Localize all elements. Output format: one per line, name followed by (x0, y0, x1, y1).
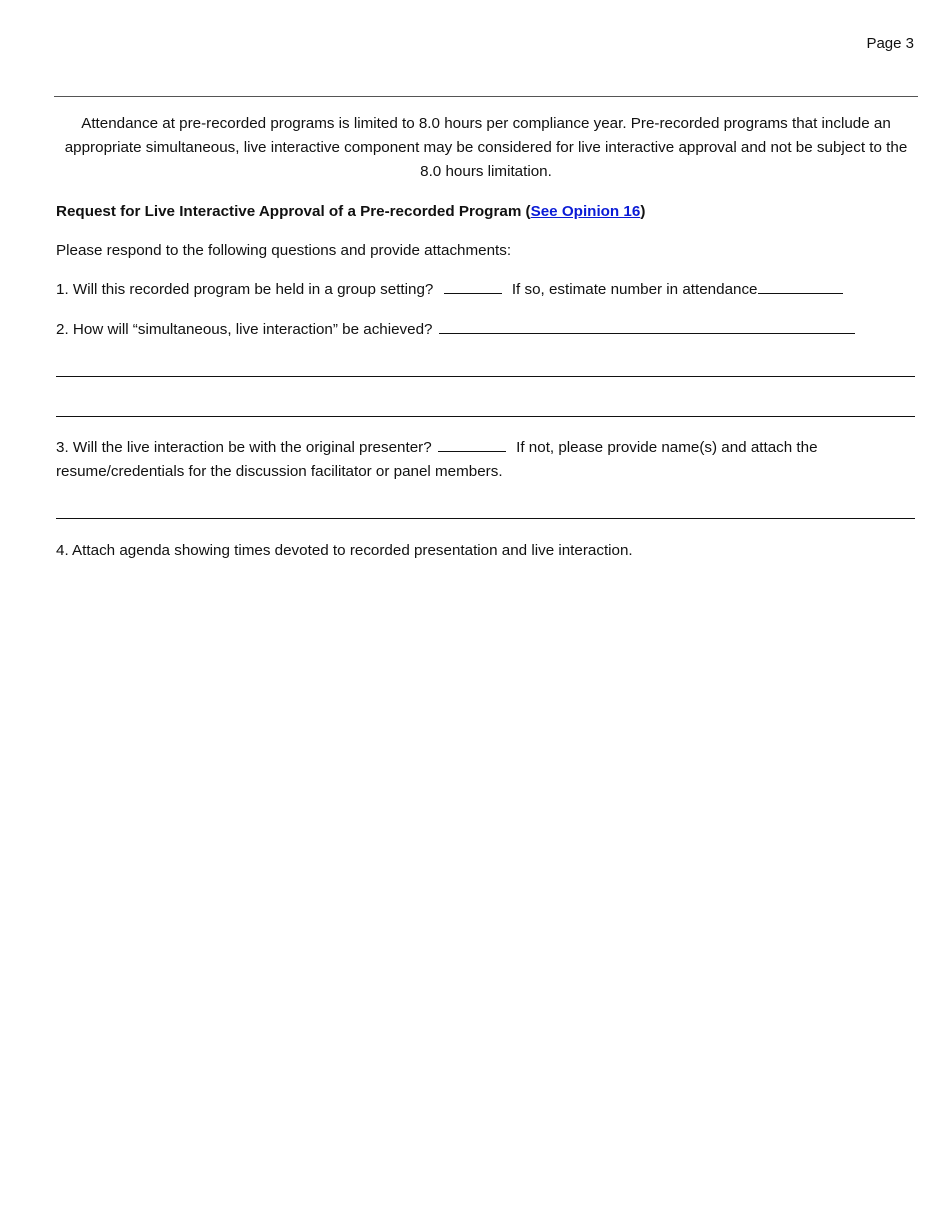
question-1 (56, 278, 843, 302)
header-divider (54, 96, 918, 97)
question-2-text: 2. How will “simultaneous, live interaction” be achieved? (56, 321, 433, 338)
section-title-prefix: Request for Live Interactive Approval of a Pre-recorded Program ( (56, 203, 531, 220)
question-3-followup-text: If not, please provide name(s) and attach the resume/credentials for the discussion facilitator or panel members. (56, 439, 818, 480)
question-3 (56, 436, 916, 484)
section-title (56, 200, 645, 224)
answer-line-3[interactable] (56, 518, 915, 519)
intro-paragraph: Attendance at pre-recorded programs is limited to 8.0 hours per compliance year. Pre-recorded programs that include an appropriate simultaneous, live interactive component may be considered for live interactive approval and not be subject to the 8.0 hours limitation. (64, 115, 908, 180)
original-presenter-answer-field[interactable] (438, 436, 506, 452)
page-number: Page 3 (866, 35, 914, 52)
group-setting-answer-field[interactable] (444, 278, 502, 294)
attendance-estimate-field[interactable] (758, 278, 843, 294)
live-interaction-answer-field[interactable] (439, 318, 855, 334)
answer-line-2[interactable] (56, 416, 915, 417)
question-1-followup-text: If so, estimate number in attendance (511, 281, 758, 298)
instructions-text: Please respond to the following questions and provide attachments: (56, 242, 512, 259)
question-3-text: 3. Will the live interaction be with the original presenter? (56, 439, 432, 456)
section-title-suffix: ) (640, 203, 646, 220)
opinion-16-link[interactable]: See Opinion 16 (530, 203, 641, 220)
question-1-text: 1. Will this recorded program be held in a group setting? (56, 281, 434, 298)
question-4-text: 4. Attach agenda showing times devoted to recorded presentation and live interaction. (56, 542, 633, 559)
question-2 (56, 318, 855, 342)
answer-line-1[interactable] (56, 376, 915, 377)
